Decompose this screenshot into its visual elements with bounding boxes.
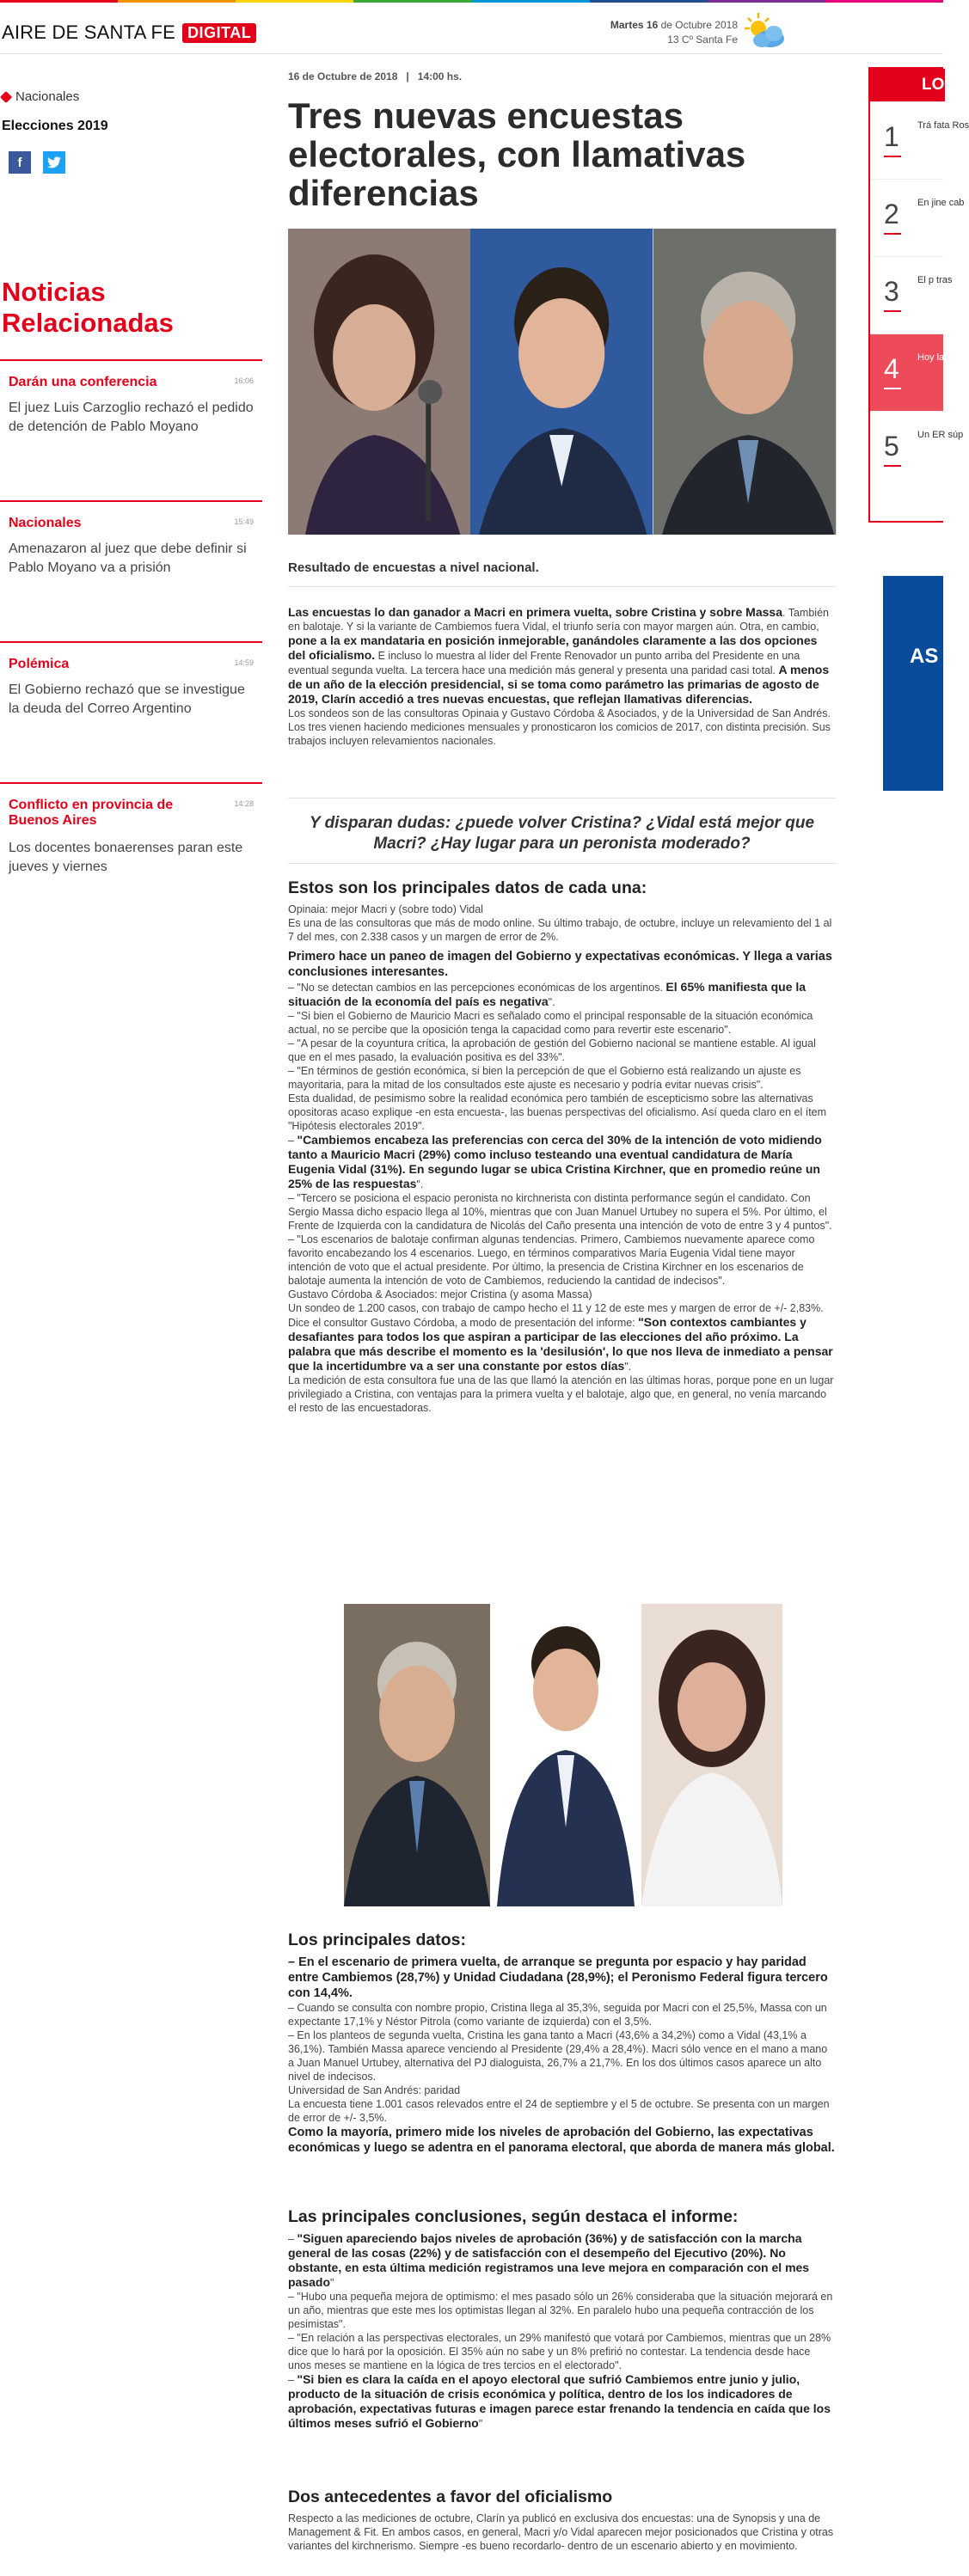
divider — [0, 782, 262, 784]
section-heading: Estos son los principales datos de cada una: — [288, 878, 647, 897]
divider — [0, 359, 262, 361]
most-read-item[interactable] — [870, 333, 967, 411]
related-item-time: 14:28 — [234, 799, 254, 808]
section-tag[interactable] — [2, 89, 79, 104]
section-subtitle: Elecciones 2019 — [2, 119, 108, 133]
most-read-item[interactable] — [870, 101, 969, 179]
photo-panel — [288, 229, 470, 535]
opinaia-section: Opinaia: mejor Macri y (sobre todo) Vidal Es una de las consultoras que más de modo online. Su último trabajo, de octubre, incluye un relevamiento del 1 al 7 del mes, con 2.338 casos y un margen de error de 2%. Primero hace un paneo de imagen del Gobierno y expectativas económicas. Y llega a varias conclusiones interesantes. – "No se detectan cambios en las percepciones económicas de los argentinos. El 65% manifiesta que la situación de la economía del país es negativa". – "Si bien el Gobierno de Mauricio Macri es señalado como el principal responsable de la situación económica actual, no se percibe que la oposición tenga la capacidad como para revertir este escenario". – "A pesar de la coyuntura crítica, la aprobación de gestión del Gobierno nacional se mantiene estable. Al igual que en el mes pasado, la evaluación positiva es del 33%". – "En términos de gestión económica, si bien la percepción de que el Gobierno está realizando un ajuste es mayoritaria, para la mitad de los consultados este ajuste es necesario y podría evitar nuevas crisis". Esta dualidad, de pesimismo sobre la realidad económica pero también de escepticismo sobre las alternativas opositoras acaso explique -en esta encuesta-, las buenas perspectivas del oficialismo. Así queda claro en el ítem "Hipótesis electorales 2019". – "Cambiemos encabeza las preferencias con cerca del 30% de la intención de voto midiendo tanto a Mauricio Macri (29%) como incluso testeando una eventual candidatura de María Eugenia Vidal (31%). En segundo lugar se ubica Cristina Kirchner, que en promedio reúne un 25% de las respuestas". – "Tercero se posiciona el espacio peronista no kirchnerista con distinta performance según el candidato. Con Sergio Massa dicho espacio llega al 10%, mientras que con Juan Manuel Urtubey no supera el 5%. Por último, el Frente de Izquierda con la candidatura de Nicolás del Caño presenta una intención de voto de entre 3 y 4 puntos". – "Los escenarios de balotaje confirman algunas tendencias. Primero, Cambiemos nuevamente aparece como favorito encabezando los 4 escenarios. Luego, en términos comparativos María Eugenia Vidal tiene mayor intención de voto que el actual presidente. Por último, la presencia de Cristina Kirchner en los escenarios de balotaje aumenta la intención de voto de Cambiemos, reduciendo la cantidad de indecisos". Gustavo Córdoba & Asociados: mejor Cristina (y asoma Massa) Un sondeo de 1.200 casos, con trabajo de campo hecho el 11 y 12 de este mes y margen de error de +/- 2,83%. Dice el consultor Gustavo Córdoba, a modo de presentación del informe: "Son contextos cambiantes y desafiantes para todos los que aspiran a participar de las elecciones del año próximo. La palabra que más describe el momento es la 'desilusión', lo que nos lleva de inmediato a pensar que la incertidumbre va a ser una constante por estos días". La medición de esta consultora fue una de las que llamó la atención en las últimas horas, porque pone en un lugar privilegiado a Cristina, con ventajas para la primera vuelta y el balotaje, algo que, en general, no venía marcando el resto de las encuestadoras. — [288, 903, 834, 1414]
most-read-text: Hoy las ase — [917, 352, 967, 363]
antecedentes-section: Respecto a las mediciones de octubre, Clarín ya publicó en exclusiva dos encuestas: una de Synopsis y una de Management & Fit. En ambos casos, en general, Macri y/o Vidal aparecen mejor posicionados que Cristina y otras variantes del kirchnerismo. Siempre -es bueno recordarlo- dentro de un escenario abierto y en movimiento. — [288, 2512, 834, 2552]
photo-panel — [653, 229, 836, 535]
principales-section: – En el escenario de primera vuelta, de arranque se pregunta por espacio y hay paridad entre Cambiemos (28,7%) y Unidad Ciudadana (28,9%); el Peronismo Federal figura tercero con 14,4%. – Cuando se consulta con nombre propio, Cristina llega al 35,3%, seguida por Macri con el 25,5%, Massa con un expectante 17,1% y Néstor Pitrola (como variante de izquierda) con el 3,5%. – En los planteos de segunda vuelta, Cristina les gana tanto a Macri (43,6% a 34,2%) como a Vidal (43,1% a 36,1%). También Massa aparece venciendo al Presidente (29,4% a 28,4%). Macri sólo vence en el mano a mano a Juan Manuel Urtubey, alternativa del PJ dialoguista, 26,7% a 21,7%. En los dos últimos casos aparece un alto nivel de indecisos. Universidad de San Andrés: paridad La encuesta tiene 1.001 casos relevados entre el 24 de septiembre y el 5 de octubre. Se presenta con un margen de error de +/- 3,5%. Como la mayoría, primero mide los niveles de aprobación del Gobierno, las expectativas económicas y luego se adentra en el panorama electoral, que aborda de manera más global. — [288, 1955, 835, 2155]
article-lead: Las encuestas lo dan ganador a Macri en primera vuelta, sobre Cristina y sobre Massa. También en balotaje. Y si la variante de Cambiemos fuera Vidal, el triunfo sería con mayor margen aún. Otra, en cambio, pone a la ex mandataria en posición inmejorable, ganándoles claramente a las dos opciones del oficialismo. E incluso lo muestra al líder del Frente Renovador un punto arriba del Presidente en una eventual segunda vuelta. La tercera hace una medición más general y presenta una paridad casi total. A menos de un año de la elección presidencial, si se toma como parámetro las primarias de agosto de 2019, Clarín accedió a tres nuevas encuestas, que reflejan llamativas diferencias. Los sondeos son de las consultoras Opinaia y Gustavo Córdoba & Asociados, y de la Universidad de San Andrés. Los tres vienen haciendo mediciones mensuales y pronosticaron los comicios de 2017, con distinta precisión. Sus trabajos incluyen relevamientos nacionales. — [288, 605, 831, 747]
tag-icon — [0, 90, 12, 102]
related-item-time: 15:49 — [234, 517, 254, 526]
most-read-item[interactable] — [870, 411, 964, 488]
pull-quote: Y disparan dudas: ¿puede volver Cristina? ¿Vidal está mejor que Macri? ¿Hay lugar para un peronista moderado? — [309, 814, 815, 853]
logo-text: AIRE DE SANTA FE — [2, 21, 176, 43]
divider — [0, 641, 262, 643]
photo-panel — [497, 1604, 635, 1906]
section-heading: Los principales datos: — [288, 1930, 466, 1949]
related-item-category: Darán una conferencia — [9, 375, 157, 389]
rank-number: 5 — [884, 431, 899, 462]
rank-bar — [884, 388, 901, 389]
rank-bar — [884, 156, 901, 157]
ad-banner[interactable] — [883, 576, 943, 791]
photo-panel — [641, 1604, 782, 1906]
most-read-text: El p tras — [917, 275, 953, 285]
related-item-category: Nacionales — [9, 516, 82, 530]
logo-badge: DIGITAL — [182, 23, 256, 43]
rank-number: 1 — [884, 121, 899, 152]
divider — [0, 500, 262, 502]
related-item-text: Los docentes bonaerenses paran este jueves y viernes — [9, 841, 243, 874]
related-item-text: Amenazaron al juez que debe definir si Pablo Moyano va a prisión — [9, 542, 247, 575]
related-item-text: El juez Luis Carzoglio rechazó el pedido de detención de Pablo Moyano — [9, 401, 254, 434]
article-time: 14:00 hs. — [417, 70, 463, 83]
section-heading: Las principales conclusiones, según destaca el informe: — [288, 2207, 739, 2226]
rank-bar — [884, 233, 901, 235]
related-item-category: Polémica — [9, 657, 70, 671]
most-read-text: En jine cab — [917, 198, 965, 208]
article-meta: 16 de Octubre de 2018 | 14:00 hs. — [288, 70, 463, 83]
photo-caption: Resultado de encuestas a nivel nacional. — [288, 560, 539, 575]
section-tag-label: Nacionales — [15, 89, 80, 104]
divider — [288, 863, 836, 864]
site-logo[interactable] — [2, 21, 256, 44]
twitter-icon[interactable] — [43, 151, 65, 174]
rank-bar — [884, 310, 901, 312]
article-main-photo — [288, 229, 836, 535]
most-read-item[interactable] — [870, 256, 953, 333]
photo-panel — [470, 229, 653, 535]
rank-number: 4 — [884, 353, 899, 384]
article-second-photo — [344, 1604, 782, 1906]
related-item-text: El Gobierno rechazó que se investigue la deuda del Correo Argentino — [9, 682, 245, 716]
most-read-header: LO — [870, 69, 945, 101]
related-news-title: Noticias Relacionadas — [2, 277, 174, 338]
current-date: Martes 16 de Octubre 2018 — [610, 19, 738, 31]
article-title: Tres nuevas encuestas electorales, con llamativas diferencias — [288, 95, 746, 213]
photo-panel — [344, 1604, 490, 1906]
partly-cloudy-icon — [743, 11, 788, 51]
rank-number: 2 — [884, 199, 899, 229]
related-item-time: 14:59 — [234, 658, 254, 667]
site-header — [0, 3, 943, 54]
rank-number: 3 — [884, 276, 899, 307]
divider — [288, 586, 836, 587]
most-read-text: Trá fata Ros — [917, 120, 969, 131]
facebook-icon[interactable]: f — [9, 151, 31, 174]
related-item-category: Conflicto en provincia de Buenos Aires — [9, 798, 174, 828]
conclusiones-section: – "Siguen apareciendo bajos niveles de aprobación (36%) y de satisfacción con la marcha general de las cosas (22%) y de satisfacción con el desempeño del Ejecutivo (20%). No obstante, en esta última medición registramos una leve mejora en comparación con el mes pasado" – "Hubo una pequeña mejora de optimismo: el mes pasado sólo un 26% consideraba que la situación mejorará en un año, mientras que este mes los optimistas llegan al 32%. En paralelo hubo una pequeña contracción de los pesimistas". – "En relación a las perspectivas electorales, un 29% manifestó que votará por Cambiemos, mientras que un 28% dice que lo hará por la oposición. El 35% aún no sabe y un 8% prefirió no contestar. La tendencia desde hace unos meses se mantiene en la lógica de tres tercios en el electorado". – "Si bien es clara la caída en el apoyo electoral que sufrió Cambiemos entre junio y julio, producto de la situación de crisis económica y política, dentro de los los indicadores de aprobación, expectativas futuras e imagen parece estar frenando la tendencia en caída que los últimos meses sufrió el Gobierno" — [288, 2231, 833, 2430]
social-share — [9, 151, 65, 174]
related-item-time: 16:06 — [234, 376, 254, 385]
article-date: 16 de Octubre de 2018 — [288, 70, 398, 83]
most-read-text: Un ER súp — [917, 430, 964, 440]
most-read-item[interactable] — [870, 179, 965, 256]
most-read-box — [868, 67, 969, 523]
weather-text: 13 Cº Santa Fe — [667, 34, 738, 46]
date-weather-block — [550, 18, 738, 47]
ad-text: AS — [910, 645, 939, 668]
rank-bar — [884, 465, 901, 467]
section-heading: Dos antecedentes a favor del oficialismo — [288, 2487, 613, 2506]
